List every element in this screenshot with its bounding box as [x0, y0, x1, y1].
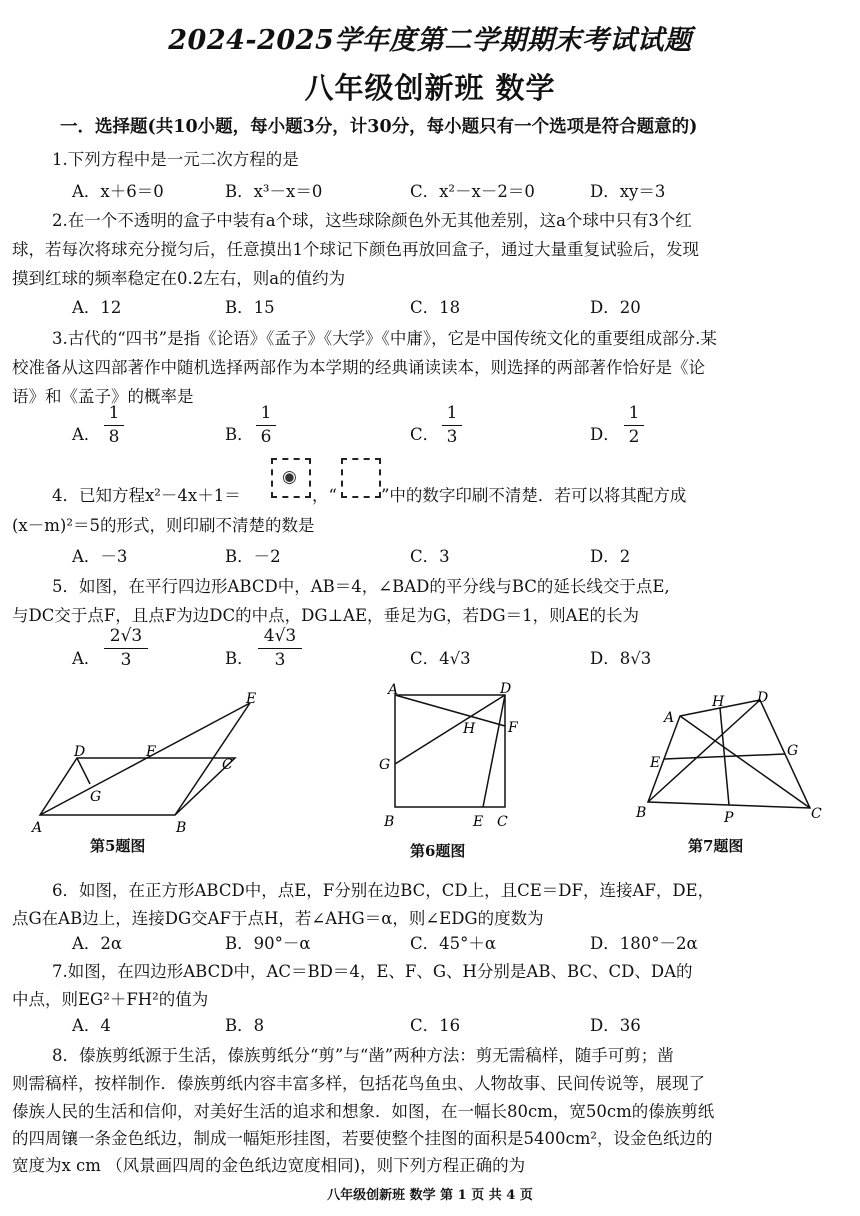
q5-option-b-fraction	[258, 628, 302, 669]
denominator: 8	[108, 427, 120, 447]
fig7-label-p: P	[724, 810, 734, 825]
q3-option-b-label: B．	[225, 425, 254, 444]
numerator: 1	[628, 403, 640, 423]
q2-option-b: B．15	[225, 298, 275, 317]
fig6-label-h: H	[463, 721, 476, 737]
q6-line1: 6．如图，在正方形ABCD中，点E，F分别在边BC，CD上，且CE＝DF，连接AF，DE，	[52, 881, 715, 900]
q6-option-a: A．2α	[72, 934, 123, 953]
q6-option-b: B．90°－α	[225, 934, 311, 953]
q8-line3: 傣族人民的生活和信仰，对美好生活的追求和想象．如图，在一幅长80cm，宽50cm的傣族剪纸	[12, 1102, 715, 1121]
q2-line3: 摸到红球的频率稳定在0.2左右，则a的值约为	[12, 269, 346, 288]
blurred-digit-box	[271, 458, 311, 498]
numerator: 2√3	[109, 626, 143, 646]
figure-7	[630, 690, 830, 825]
q7-option-c: C．16	[410, 1016, 461, 1035]
q7-option-d: D．36	[590, 1016, 641, 1035]
exam-title: 2024-2025学年度第二学期期末考试试题	[168, 25, 692, 56]
numerator: 4√3	[263, 626, 297, 646]
q3-option-a-label: A．	[72, 425, 101, 444]
q2-line1: 2.在一个不透明的盒子中装有a个球，这些球除颜色外无其他差别，这a个球中只有3个红	[52, 211, 692, 230]
q5-line1: 5．如图，在平行四边形ABCD中，AB＝4，∠BAD的平分线与BC的延长线交于点E,	[52, 577, 670, 596]
q1-option-d: D．xy＝3	[590, 182, 666, 201]
figure-5	[30, 690, 280, 840]
denominator: 3	[446, 427, 458, 447]
q4-line1-mid: ，“	[312, 486, 337, 505]
q8-line4: 的四周镶一条金色纸边，制成一幅矩形挂图，若要使整个挂图的面积是5400cm²，设金色纸边的	[12, 1129, 713, 1148]
q5-option-a-fraction	[104, 628, 148, 669]
q2-option-c: C．18	[410, 298, 461, 317]
fig5-label-d: D	[74, 744, 86, 760]
q2-option-a: A．12	[72, 298, 122, 317]
q6-option-c: C．45°＋α	[410, 934, 497, 953]
q4-line1-start: 4．已知方程x²－4x＋1＝	[52, 486, 241, 505]
placeholder-box	[341, 458, 381, 498]
fig6-label-g: G	[379, 757, 391, 773]
q4-option-d: D．2	[590, 547, 631, 566]
q3-line1: 3.古代的“四书”是指《论语》《孟子》《大学》《中庸》，它是中国传统文化的重要组成部分.某	[52, 329, 717, 348]
fig6-label-c: C	[497, 814, 508, 830]
fig5-label-a: A	[32, 820, 43, 836]
q4-line1-end: ”中的数字印刷不清楚．若可以将其配方成	[381, 486, 687, 505]
q3-option-c-label: C．	[410, 425, 440, 444]
numerator: 1	[108, 403, 120, 423]
q5-option-c: C．4√3	[410, 649, 471, 668]
fig6-label-e: E	[473, 814, 484, 830]
fig7-caption: 第7题图	[688, 837, 744, 855]
fig6-label-f: F	[508, 720, 518, 736]
fig5-label-f: F	[146, 744, 156, 760]
fig7-label-c: C	[811, 806, 822, 822]
q1-option-c: C．x²－x－2＝0	[410, 182, 535, 201]
denominator: 2	[628, 427, 640, 447]
q1-stem: 1.下列方程中是一元二次方程的是	[52, 150, 299, 169]
q6-option-d: D．180°－2α	[590, 934, 698, 953]
fig5-label-b: B	[176, 820, 187, 836]
section-heading: 一．选择题(共10小题，每小题3分，计30分，每小题只有一个选项是符合题意的)	[60, 117, 698, 137]
q4-option-a: A．－3	[72, 547, 128, 566]
q7-option-b: B．8	[225, 1016, 265, 1035]
q7-option-a: A．4	[72, 1016, 111, 1035]
q3-line3: 语》和《孟子》的概率是	[12, 387, 194, 406]
denominator: 3	[274, 650, 286, 670]
q4-option-b: B．－2	[225, 547, 281, 566]
q1-option-b: B．x³－x＝0	[225, 182, 323, 201]
fig5-label-g: G	[90, 789, 102, 805]
q7-line2: 中点，则EG²＋FH²的值为	[12, 990, 209, 1009]
exam-subtitle: 八年级创新班 数学	[304, 71, 556, 105]
q7-line1: 7.如图，在四边形ABCD中，AC＝BD＝4，E、F、G、H分别是AB、BC、CD、DA的	[52, 962, 693, 981]
q5-option-a-label: A．	[72, 649, 101, 668]
denominator: 6	[260, 427, 272, 447]
fig6-label-d: D	[500, 681, 512, 697]
q2-line2: 球，若每次将球充分搅匀后，任意摸出1个球记下颜色再放回盒子，通过大量重复试验后，发现	[12, 240, 699, 259]
fig7-label-d: D	[757, 690, 769, 706]
fig6-label-b: B	[384, 814, 395, 830]
q8-line5: 宽度为x cm （风景画四周的金色纸边宽度相同)，则下列方程正确的为	[12, 1156, 526, 1175]
q8-line2: 则需稿样，按样制作．傣族剪纸内容丰富多样，包括花鸟鱼虫、人物故事、民间传说等，展现了	[12, 1074, 705, 1093]
q3-option-a-fraction	[104, 405, 124, 446]
denominator: 3	[120, 650, 132, 670]
q4-option-c: C．3	[410, 547, 450, 566]
fig5-label-c: C	[222, 757, 233, 773]
fig7-label-h: H	[712, 694, 725, 710]
numerator: 1	[446, 403, 458, 423]
figure-6	[370, 680, 530, 835]
fig7-label-g: G	[787, 743, 799, 759]
numerator: 1	[260, 403, 272, 423]
q8-line1: 8．傣族剪纸源于生活，傣族剪纸分“剪”与“凿”两种方法：剪无需稿样，随手可剪；凿	[52, 1046, 674, 1065]
q2-option-d: D．20	[590, 298, 641, 317]
fig5-label-e: E	[246, 691, 257, 707]
q3-option-c-fraction	[442, 405, 462, 446]
fig6-caption: 第6题图	[410, 842, 466, 860]
q3-option-b-fraction	[256, 405, 276, 446]
fig5-caption: 第5题图	[90, 837, 146, 855]
q3-option-d-fraction	[624, 405, 644, 446]
q5-option-d: D．8√3	[590, 649, 652, 668]
fig7-label-a: A	[664, 710, 675, 726]
page-footer: 八年级创新班 数学 第 1 页 共 4 页	[327, 1188, 533, 1203]
q5-option-b-label: B．	[225, 649, 254, 668]
q4-line2: (x－m)²＝5的形式，则印刷不清楚的数是	[12, 516, 315, 535]
q3-line2: 校准备从这四部著作中随机选择两部作为本学期的经典诵读读本，则选择的两部著作恰好是《论	[12, 358, 705, 377]
smudge-icon: ◉	[282, 467, 297, 487]
q6-line2: 点G在AB边上，连接DG交AF于点H，若∠AHG＝α，则∠EDG的度数为	[12, 909, 544, 928]
fig7-label-b: B	[636, 805, 647, 821]
q5-line2: 与DC交于点F，且点F为边DC的中点，DG⊥AE，垂足为G，若DG＝1，则AE的长为	[12, 606, 640, 625]
fig7-label-e: E	[650, 755, 661, 771]
q1-option-a: A．x＋6＝0	[72, 182, 164, 201]
fig6-label-a: A	[388, 682, 399, 698]
q3-option-d-label: D．	[590, 425, 620, 444]
